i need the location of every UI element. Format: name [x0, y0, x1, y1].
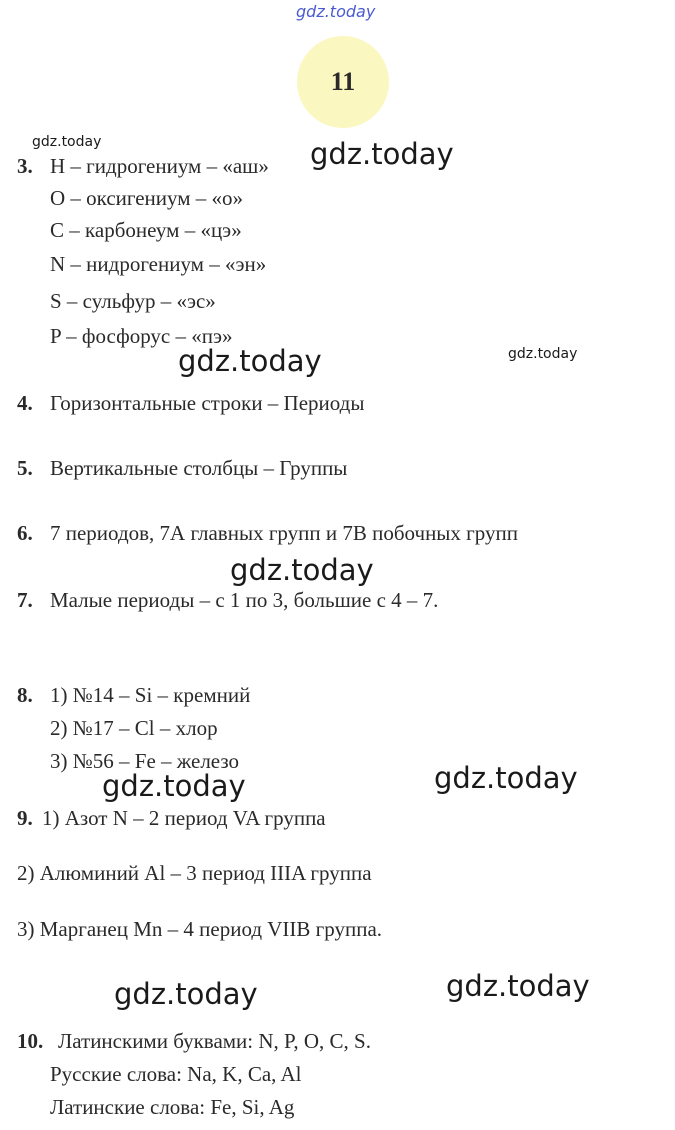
answer-number: 3.: [17, 154, 33, 178]
watermark: gdz.today: [32, 134, 102, 150]
answer-line: Русские слова: Na, K, Ca, Al: [50, 1062, 302, 1086]
answer-number: 8.: [17, 683, 33, 707]
watermark-top: gdz.today: [296, 2, 376, 21]
watermark: gdz.today: [446, 969, 590, 1003]
answer-line: P – фосфорус – «пэ»: [50, 324, 233, 348]
answer-line: 3) №56 – Fe – железо: [50, 749, 240, 773]
answer-number: 5.: [17, 456, 33, 480]
answer-number: 7.: [17, 588, 33, 612]
page-number: 11: [330, 67, 356, 96]
watermark: gdz.today: [230, 553, 374, 587]
answer-number: 4.: [17, 391, 33, 415]
watermark: gdz.today: [102, 769, 246, 803]
answer-line: N – нидрогениум – «эн»: [50, 252, 267, 276]
answer-line: 1) №14 – Si – кремний: [50, 683, 251, 707]
watermark: gdz.today: [508, 346, 578, 362]
answer-line: 2) Алюминий Al – 3 период IIIA группа: [17, 861, 372, 885]
watermark: gdz.today: [178, 344, 322, 378]
watermark: gdz.today: [310, 137, 454, 171]
answer-line: 3) Марганец Mn – 4 период VIIB группа.: [17, 917, 383, 941]
answer-line: O – оксигениум – «о»: [50, 186, 244, 210]
answer-number: 6.: [17, 521, 33, 545]
answer-line: Латинскими буквами: N, P, O, C, S.: [58, 1029, 371, 1053]
answer-line: S – сульфур – «эс»: [50, 289, 216, 313]
answer-line: C – карбонеум – «цэ»: [50, 218, 242, 242]
answer-line: 2) №17 – Cl – хлор: [50, 716, 218, 740]
watermark: gdz.today: [434, 761, 578, 795]
answer-line: Вертикальные столбцы – Группы: [50, 456, 348, 480]
answer-line: 7 периодов, 7А главных групп и 7В побочных групп: [50, 521, 518, 545]
answer-number: 9.: [17, 806, 33, 830]
answer-line: Латинские слова: Fe, Si, Ag: [50, 1095, 295, 1119]
answer-line: H – гидрогениум – «аш»: [50, 154, 269, 178]
answer-number: 10.: [17, 1029, 44, 1053]
answer-line: 1) Азот N – 2 период VA группа: [42, 806, 326, 830]
watermark: gdz.today: [114, 977, 258, 1011]
answer-line: Малые периоды – с 1 по 3, большие с 4 – 7.: [50, 588, 439, 612]
answer-line: Горизонтальные строки – Периоды: [50, 391, 365, 415]
